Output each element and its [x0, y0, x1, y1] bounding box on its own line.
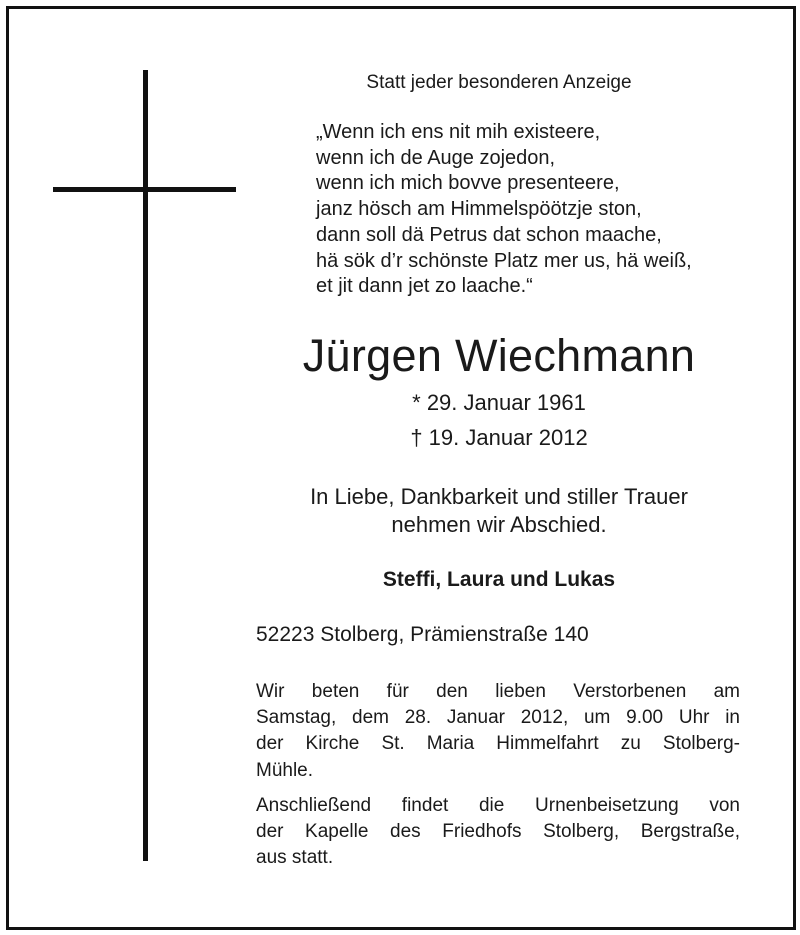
poem-line: hä sök d’r schönste Platz mer us, hä weiß,: [316, 249, 692, 272]
burial-paragraph: [256, 793, 740, 872]
poem-line: „Wenn ich ens nit mih existeere,: [316, 121, 601, 143]
cross-horizontal-bar: [53, 187, 236, 192]
burial-line: der Kapelle des Friedhofs Stolberg, Bergstraße,: [256, 821, 740, 843]
burial-line: aus statt.: [256, 847, 334, 869]
mourning-line: In Liebe, Dankbarkeit und stiller Trauer: [310, 484, 688, 509]
poem: [316, 120, 766, 300]
birth-date: * 29. Januar 1961: [412, 390, 586, 415]
service-paragraph: [256, 679, 740, 784]
poem-line: dann soll dä Petrus dat schon maache,: [316, 223, 662, 246]
poem-line: wenn ich de Auge zojedon,: [316, 146, 556, 169]
service-line: Samstag, dem 28. Januar 2012, um 9.00 Uhr in: [256, 707, 740, 729]
death-date: † 19. Januar 2012: [410, 425, 588, 450]
deceased-name: Jürgen Wiechmann: [302, 330, 696, 381]
service-line: der Kirche St. Maria Himmelfahrt zu Stolberg-: [256, 733, 740, 755]
service-line: Wir beten für den lieben Verstorbenen am: [256, 681, 740, 702]
service-line: Mühle.: [256, 759, 314, 781]
poem-line: janz hösch am Himmelspöötzje ston,: [316, 198, 642, 221]
mourning-text: [258, 483, 740, 539]
address: 52223 Stolberg, Prämienstraße 140: [256, 623, 589, 646]
poem-line: wenn ich mich bovve presenteere,: [316, 172, 620, 195]
poem-line: et jit dann jet zo laache.“: [316, 275, 533, 298]
burial-line: Anschließend findet die Urnenbeisetzung von: [256, 795, 740, 816]
family-names: Steffi, Laura und Lukas: [382, 568, 616, 591]
notice-header: Statt jeder besonderen Anzeige: [366, 72, 632, 93]
mourning-line: nehmen wir Abschied.: [391, 512, 607, 537]
